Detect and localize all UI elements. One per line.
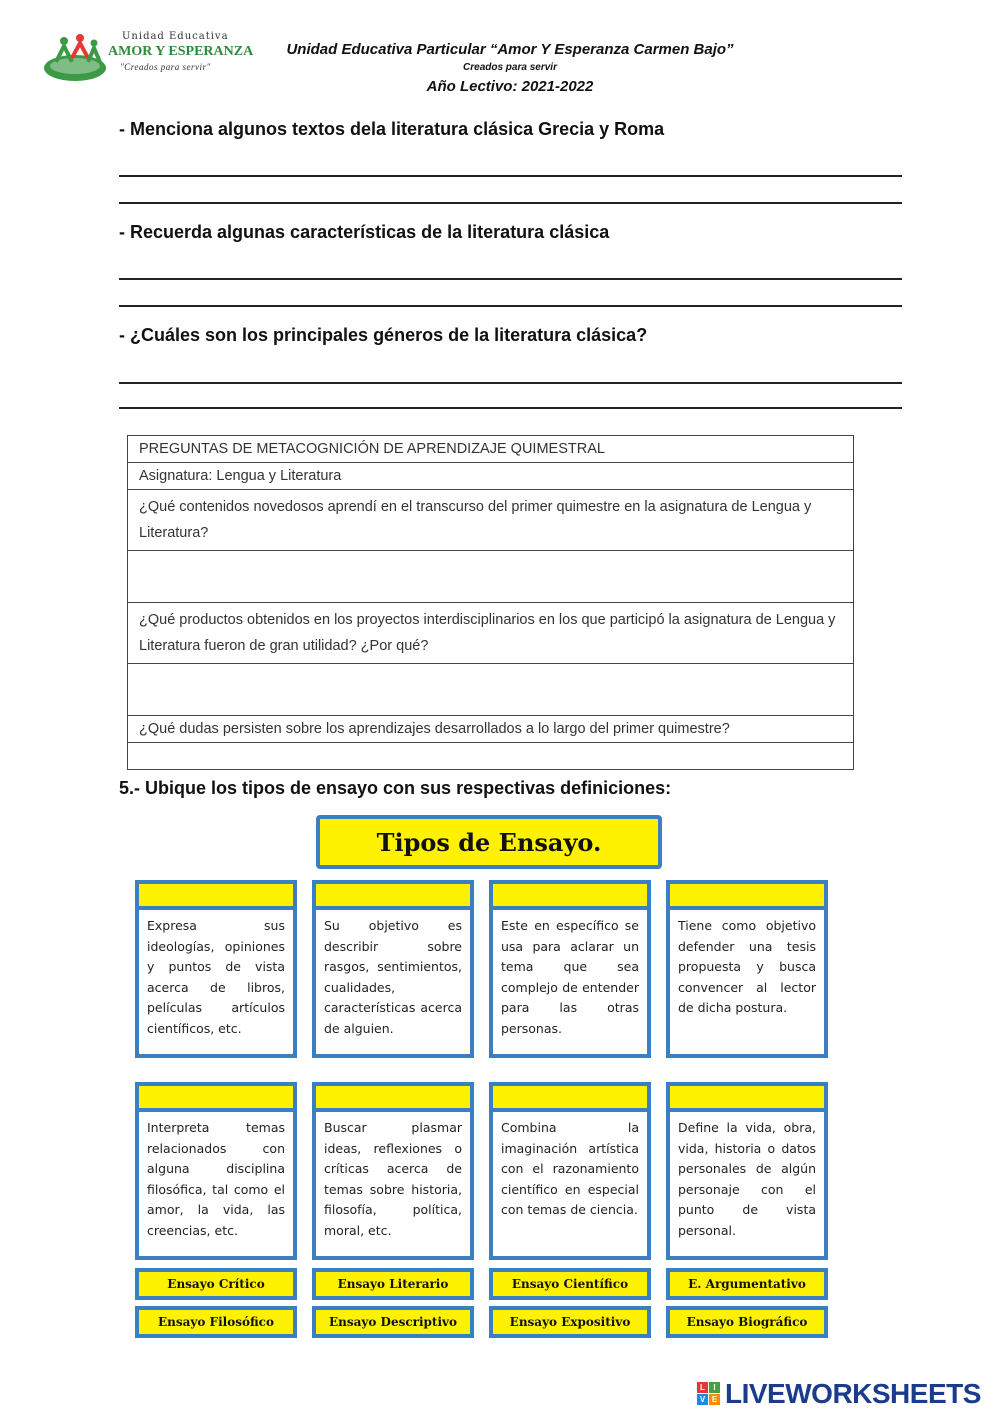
metacognition-question-1: ¿Qué contenidos novedosos aprendí en el transcurso del primer quimestre en la asignatura de Lengua y Literatura? [128,490,854,551]
metacognition-question-2: ¿Qué productos obtenidos en los proyectos interdisciplinarios en los que participó la asignatura de Lengua y Literatura fueron de gran utilidad? ¿Por qué? [128,603,854,664]
definition-text: Su objetivo es describir sobre rasgos, sentimientos, cualidades, características acerca de alguien. [324,918,462,1036]
metacognition-question-3: ¿Qué dudas persisten sobre los aprendizajes desarrollados a lo largo del primer quimestre? [128,716,854,743]
definition-card [312,1082,474,1260]
definition-card [312,880,474,1058]
label-ensayo-critico[interactable]: Ensayo Crítico [135,1268,297,1300]
tipos-ensayo-title-text: Tipos de Ensayo. [376,828,602,857]
mark-letter: I [709,1382,720,1393]
label-ensayo-expositivo[interactable]: Ensayo Expositivo [489,1306,651,1338]
label-ensayo-literario[interactable]: Ensayo Literario [312,1268,474,1300]
definition-text: Buscar plasmar ideas, reflexiones o críticas acerca de temas sobre historia, filosofía, política, moral, etc. [324,1120,462,1238]
definition-card [135,1082,297,1260]
label-ensayo-biografico[interactable]: Ensayo Biográfico [666,1306,828,1338]
mark-letter: E [709,1394,720,1405]
drop-slot[interactable] [139,884,293,910]
definition-text: Tiene como objetivo defender una tesis propuesta y busca convencer al lector de dicha postura. [678,918,816,1015]
globe-people-icon [42,32,108,82]
drop-slot[interactable] [670,884,824,910]
definition-text: Define la vida, obra, vida, historia o datos personales de algún personaje con el punto de vista personal. [678,1120,816,1238]
definition-card [666,1082,828,1260]
label-ensayo-cientifico[interactable]: Ensayo Científico [489,1268,651,1300]
definition-card [489,880,651,1058]
school-name: Unidad Educativa Particular “Amor Y Esperanza Carmen Bajo” [286,41,734,58]
metacognition-answer-3[interactable] [128,743,854,770]
question-1: - Menciona algunos textos dela literatura clásica Grecia y Roma [119,119,665,139]
answer-line-3b[interactable] [119,407,902,409]
metacognition-title: PREGUNTAS DE METACOGNICIÓN DE APRENDIZAJE QUIMESTRAL [128,436,854,463]
school-logo [40,24,254,86]
metacognition-answer-1[interactable] [128,551,854,603]
section-5-instruction: 5.- Ubique los tipos de ensayo con sus respectivas definiciones: [119,778,672,798]
answer-line-1a[interactable] [119,175,902,177]
logo-line-3: "Creados para servir" [120,62,211,72]
metacognition-answer-2[interactable] [128,664,854,716]
liveworksheets-wordmark: LIVEWORKSHEETS [725,1378,981,1409]
definition-text: Expresa sus ideologías, opiniones y puntos de vista acerca de libros, películas artículos científicos, etc. [147,918,285,1036]
metacognition-table [127,435,854,770]
logo-line-2: AMOR Y ESPERANZA [108,44,254,59]
drop-slot[interactable] [670,1086,824,1112]
definition-text: Interpreta temas relacionados con alguna disciplina filosófica, tal como el amor, la vida, las creencias, etc. [147,1120,285,1238]
drop-slot[interactable] [316,884,470,910]
drop-slot[interactable] [493,1086,647,1112]
school-year: Año Lectivo: 2021-2022 [426,78,594,95]
definition-card [489,1082,651,1260]
drop-slot[interactable] [139,1086,293,1112]
answer-line-2b[interactable] [119,305,902,307]
drop-slot[interactable] [316,1086,470,1112]
answer-line-1b[interactable] [119,202,902,204]
question-3: - ¿Cuáles son los principales géneros de la literatura clásica? [119,325,648,345]
tipos-ensayo-title [316,815,662,869]
liveworksheets-brand [697,1378,997,1410]
label-ensayo-descriptivo[interactable]: Ensayo Descriptivo [312,1306,474,1338]
school-motto: Creados para servir [463,62,557,73]
mark-letter: L [697,1382,708,1393]
mark-letter: V [697,1394,708,1405]
definition-text: Combina la imaginación artística con el razonamiento científico en especial con temas de ciencia. [501,1120,639,1217]
definition-card [666,880,828,1058]
logo-line-1: Unidad Educativa [122,31,229,42]
liveworksheets-mark-icon [697,1382,721,1406]
label-ensayo-filosofico[interactable]: Ensayo Filosófico [135,1306,297,1338]
definition-text: Este en específico se usa para aclarar un tema que sea complejo de entender para las otras personas. [501,918,639,1036]
metacognition-subject: Asignatura: Lengua y Literatura [128,463,854,490]
definition-card [135,880,297,1058]
answer-line-2a[interactable] [119,278,902,280]
drop-slot[interactable] [493,884,647,910]
question-2: - Recuerda algunas características de la literatura clásica [119,222,610,242]
label-ensayo-argumentativo[interactable]: E. Argumentativo [666,1268,828,1300]
answer-line-3a[interactable] [119,382,902,384]
